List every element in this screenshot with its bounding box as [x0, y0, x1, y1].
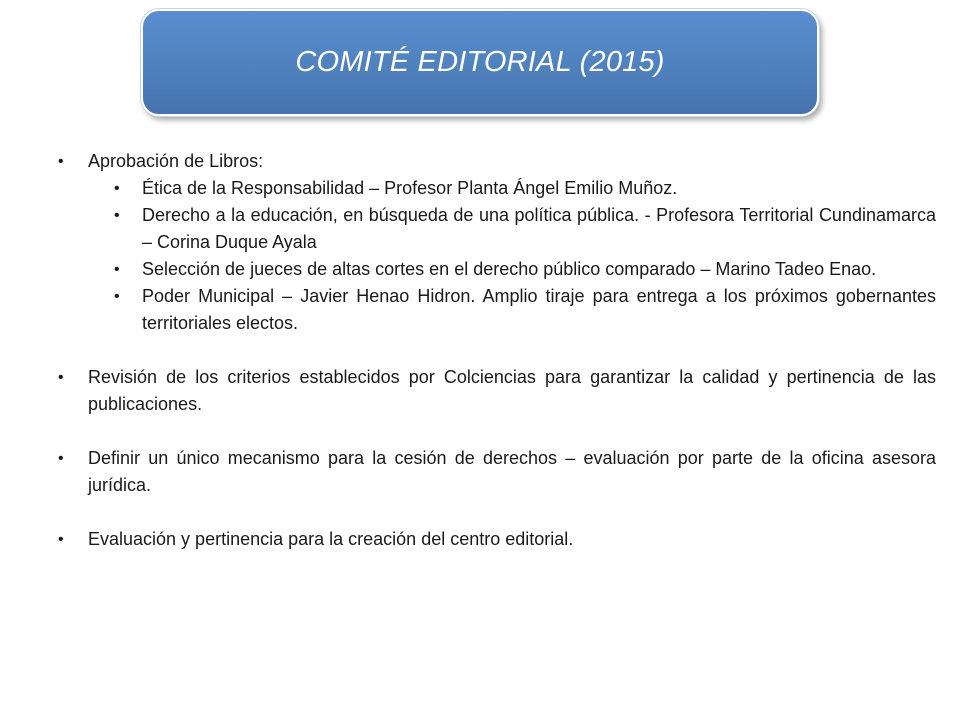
bullet-icon: •	[58, 450, 64, 467]
sub-list-item-poder-municipal	[114, 283, 936, 337]
list-item-aprobacion-libros	[58, 148, 936, 175]
list-item-text: Evaluación y pertinencia para la creación del centro editorial.	[88, 529, 574, 549]
slide-title: COMITÉ EDITORIAL (2015)	[295, 46, 665, 78]
sub-list-item-derecho-educacion	[114, 202, 936, 256]
sub-list-item-etica	[114, 175, 936, 202]
sub-list-item-text: Derecho a la educación, en búsqueda de una política pública. - Profesora Territorial Cundinamarca – Corina Duque Ayala	[142, 205, 936, 252]
list-item-cesion-derechos	[58, 445, 936, 499]
sub-list-item-text: Poder Municipal – Javier Henao Hidron. Amplio tiraje para entrega a los próximos gobernantes territoriales electos.	[142, 286, 936, 333]
list-item-revision-criterios	[58, 364, 936, 418]
bullet-list	[58, 148, 936, 553]
bullet-icon: •	[114, 207, 120, 224]
list-item-text: Aprobación de Libros:	[88, 151, 264, 171]
bullet-icon: •	[58, 153, 64, 170]
bullet-icon: •	[58, 369, 64, 386]
list-item-text: Definir un único mecanismo para la cesión de derechos – evaluación por parte de la oficina asesora jurídica.	[88, 448, 936, 495]
list-item-text: Revisión de los criterios establecidos por Colciencias para garantizar la calidad y pertinencia de las publicaciones.	[88, 367, 936, 414]
bullet-icon: •	[114, 288, 120, 305]
list-item-centro-editorial	[58, 526, 936, 553]
sub-list-item-text: Ética de la Responsabilidad – Profesor Planta Ángel Emilio Muñoz.	[142, 178, 678, 198]
title-banner	[141, 9, 819, 116]
bullet-icon: •	[114, 180, 120, 197]
bullet-icon: •	[114, 261, 120, 278]
sub-list-item-seleccion-jueces	[114, 256, 936, 283]
bullet-icon: •	[58, 531, 64, 548]
sub-list-item-text: Selección de jueces de altas cortes en el derecho público comparado – Marino Tadeo Enao.	[142, 259, 877, 279]
